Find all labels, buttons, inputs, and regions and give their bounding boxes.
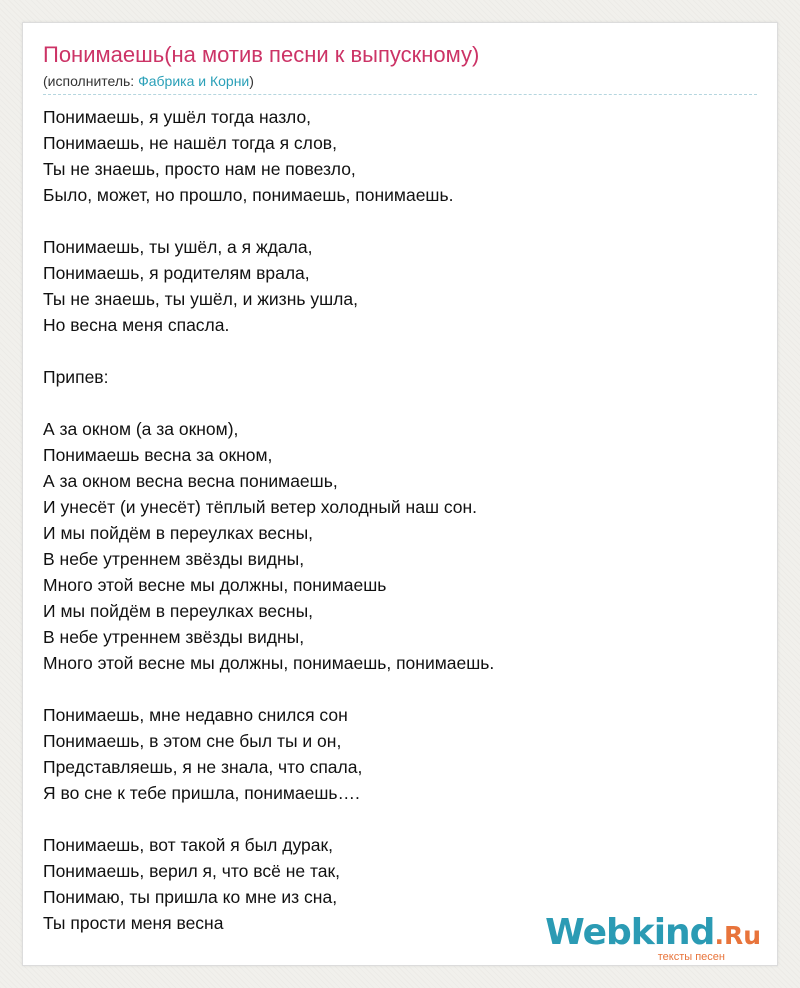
lyrics-line: Понимаешь, не нашёл тогда я слов, [43,133,337,153]
artist-byline [43,73,254,89]
lyrics-line: Ты не знаешь, ты ушёл, и жизнь ушла, [43,289,358,309]
song-title: Понимаешь(на мотив песни к выпускному) [43,42,480,67]
lyrics-line: Понимаешь, верил я, что всё не так, [43,861,341,881]
lyrics-blank-line [43,806,743,832]
lyrics-blank-line [43,338,743,364]
lyrics-line: В небе утреннем звёзды видны, [43,549,305,569]
lyrics-line: И мы пойдём в переулках весны, [43,601,314,621]
lyrics-line: Понимаешь весна за окном, [43,445,273,465]
lyrics-blank-line [43,676,743,702]
lyrics-line: Представляешь, я не знала, что спала, [43,757,363,777]
logo-main-text: Webkind [545,912,715,953]
lyrics-line: Но весна меня спасла. [43,315,230,335]
lyrics-line: Понимаю, ты пришла ко мне из сна, [43,887,338,907]
lyrics-line: Понимаешь, ты ушёл, а я ждала, [43,237,313,257]
title-divider [43,94,757,95]
lyrics-line: Понимаешь, мне недавно снился сон [43,705,348,725]
logo-tagline: тексты песен [657,951,725,963]
lyrics-line: Понимаешь, вот такой я был дурак, [43,835,333,855]
lyrics-line: Припев: [43,367,109,387]
lyrics-line: А за окном весна весна понимаешь, [43,471,338,491]
lyrics-line: Понимаешь, я родителям врала, [43,263,310,283]
byline-suffix: ) [249,73,254,89]
lyrics-line: Было, может, но прошло, понимаешь, понимаешь. [43,185,454,205]
byline-prefix: (исполнитель: [43,73,139,89]
site-logo[interactable] [545,912,769,963]
logo-tld: .Ru [714,921,761,950]
artist-link[interactable]: Фабрика и Корни [138,73,250,89]
lyrics-line: В небе утреннем звёзды видны, [43,627,305,647]
lyrics-line: Понимаешь, в этом сне был ты и он, [43,731,342,751]
lyrics-line: Я во сне к тебе пришла, понимаешь…. [43,783,360,803]
lyrics-line: И унесёт (и унесёт) тёплый ветер холодный наш сон. [43,497,478,517]
lyrics-blank-line [43,208,743,234]
lyrics-line: Ты прости меня весна [43,913,224,933]
lyrics-line: Много этой весне мы должны, понимаешь, понимаешь. [43,653,495,673]
lyrics-card [22,22,778,966]
lyrics-blank-line [43,390,743,416]
lyrics-body [43,104,743,936]
lyrics-line: А за окном (а за окном), [43,419,239,439]
lyrics-line: Много этой весне мы должны, понимаешь [43,575,387,595]
lyrics-line: Понимаешь, я ушёл тогда назло, [43,107,312,127]
lyrics-line: Ты не знаешь, просто нам не повезло, [43,159,356,179]
logo-wordmark [545,913,761,956]
lyrics-line: И мы пойдём в переулках весны, [43,523,314,543]
